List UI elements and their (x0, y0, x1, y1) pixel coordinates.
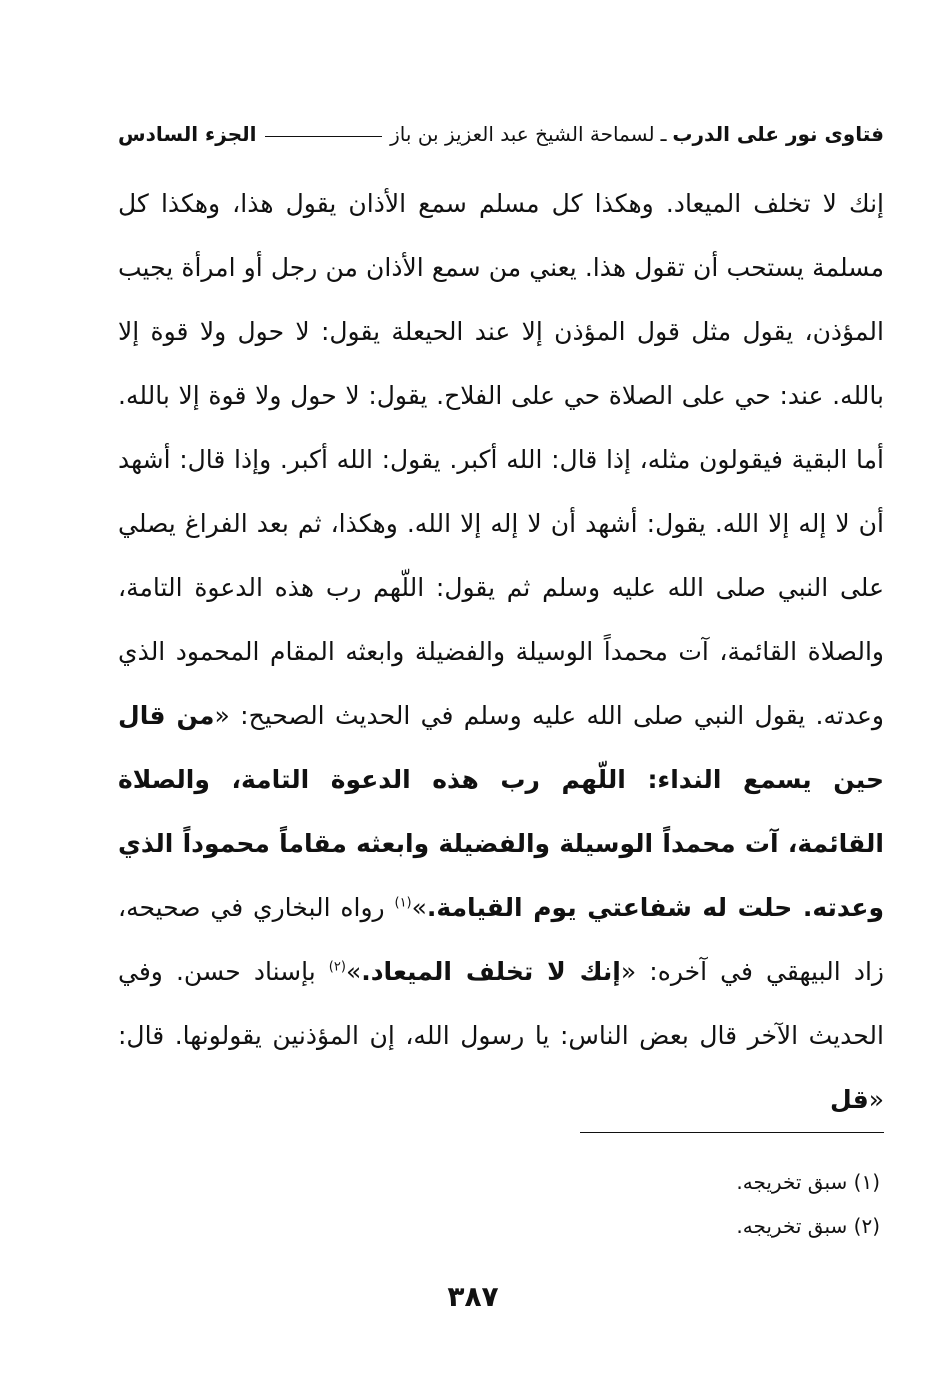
author-name: لسماحة الشيخ عبد العزيز بن باز (390, 122, 655, 146)
hadith-quote-1: من قال حين يسمع النداء: اللّهم رب هذه الدعوة التامة، والصلاة القائمة، آت محمداً الوسيلة والفضيلة وابعثه مقاماً محموداً الذي وعدته. حلت له شفاعتي يوم القيامة. (118, 701, 884, 922)
footnote-marker: (٢) (853, 1214, 880, 1238)
text-segment-3: رواه البخاري في صحيحه، زاد البيهقي في آخره: « (118, 893, 884, 986)
page-number: ٣٨٧ (447, 1280, 499, 1313)
footnotes (118, 1160, 880, 1248)
text-segment-4: » (345, 957, 362, 986)
book-title: فتاوى نور على الدرب (672, 122, 884, 146)
text-segment-1: إنك لا تخلف الميعاد. وهكذا كل مسلم سمع الأذان يقول هذا، وهكذا كل مسلمة يستحب أن تقول هذا. يعني من سمع الأذان من رجل أو امرأة يجيب المؤذن، يقول مثل قول المؤذن إلا عند الحيعلة يقول: لا حول ولا قوة إلا بالله. عند: حي على الصلاة حي على الفلاح. يقول: لا حول ولا قوة إلا بالله. أما البقية فيقولون مثله، إذا قال: الله أكبر. يقول: الله أكبر. وإذا قال: أشهد أن لا إله إلا الله. يقول: أشهد أن لا إله إلا الله. وهكذا، ثم بعد الفراغ يصلي على النبي صلى الله عليه وسلم ثم يقول: اللّهم رب هذه الدعوة التامة، والصلاة القائمة، آت محمداً الوسيلة والفضيلة وابعثه المقام المحمود الذي وعدته. يقول النبي صلى الله عليه وسلم في الحديث الصحيح: « (118, 189, 884, 730)
footnote-separator (580, 1132, 884, 1133)
running-header (118, 116, 884, 152)
footnote-item (118, 1160, 880, 1204)
footnote-text: سبق تخريجه. (736, 1170, 848, 1194)
header-separator: ـ (660, 122, 667, 146)
text-segment-2: » (411, 893, 427, 922)
footnote-ref-2[interactable]: (٢) (328, 959, 346, 975)
volume-label: الجزء السادس (118, 122, 257, 146)
footnote-ref-1[interactable]: (١) (394, 895, 412, 911)
header-rule (265, 136, 383, 137)
body-text (118, 172, 884, 1132)
main-paragraph (118, 172, 884, 1132)
footnote-item (118, 1204, 880, 1248)
hadith-quote-3: قل (830, 1085, 869, 1114)
hadith-quote-2: إنك لا تخلف الميعاد. (361, 957, 621, 986)
text-segment-5: بإسناد حسن. وفي الحديث الآخر قال بعض الناس: يا رسول الله، إن المؤذنين يقولونها. قال: « (118, 957, 884, 1114)
footnote-marker: (١) (853, 1170, 880, 1194)
footnote-text: سبق تخريجه. (736, 1214, 848, 1238)
